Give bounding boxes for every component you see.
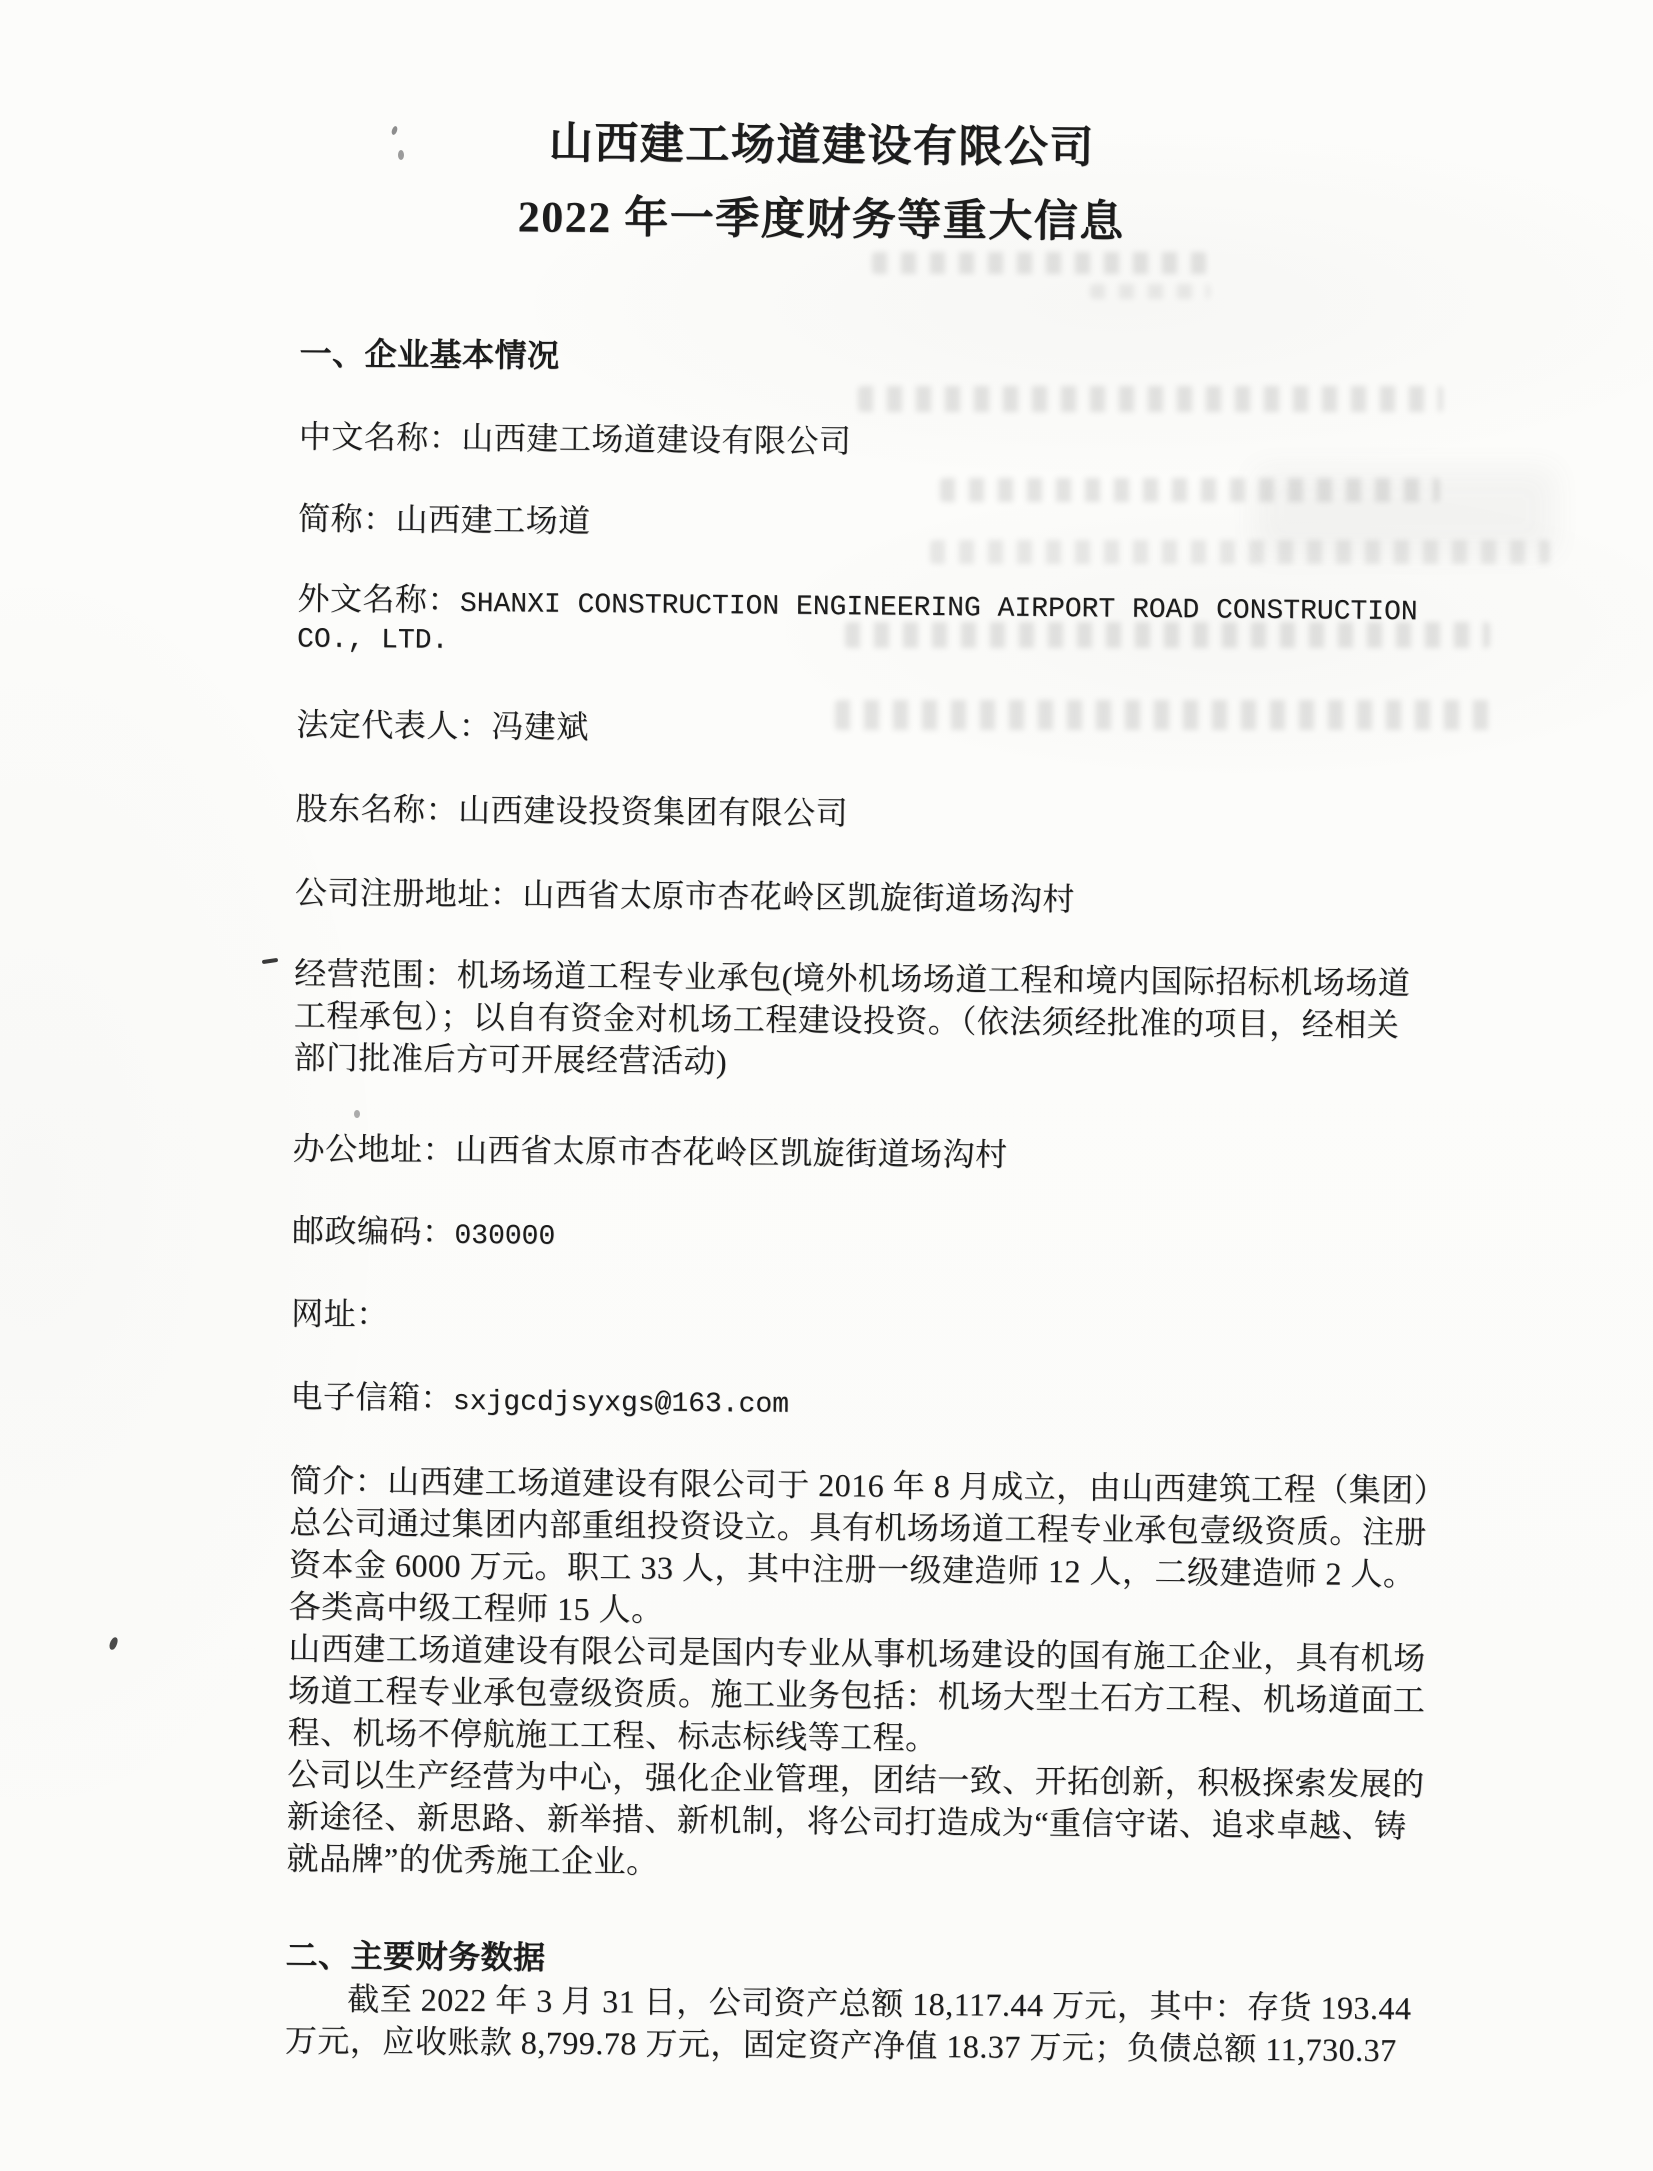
foreign-name-value-line-1: SHANXI CONSTRUCTION ENGINEERING AIRPORT ROAD CONSTRUCTION	[459, 588, 1418, 629]
postal-code-value: 030000	[454, 1220, 556, 1253]
email-value: sxjgcdjsyxgs@163.com	[452, 1386, 790, 1421]
company-intro-line: 各类高中级工程师 15 人。	[288, 1588, 664, 1628]
company-intro-line: 资本金 6000 万元。职工 33 人，其中注册一级建造师 12 人，二级建造师 2 人。	[288, 1546, 1416, 1593]
section-heading-basic-info: 一、企业基本情况	[299, 335, 560, 374]
company-intro-line: 场道工程专业承包壹级资质。施工业务包括：机场大型土石方工程、机场道面工	[287, 1672, 1426, 1719]
document-title-company-name: 山西建工场道建设有限公司	[548, 118, 1096, 173]
email-label: 电子信箱：	[290, 1378, 454, 1416]
field-shareholder-name: 股东名称：山西建设投资集团有限公司	[295, 790, 849, 832]
business-scope-line: 工程承包）；以自有资金对机场工程建设投资。（依法须经批准的项目，经相关	[293, 997, 1400, 1044]
field-email	[290, 1374, 789, 1427]
financial-data-paragraph	[285, 1977, 1412, 2071]
field-registered-address: 公司注册地址：山西省太原市杏花岭区凯旋街道场沟村	[294, 874, 1076, 918]
business-scope-line: 部门批准后方可开展经营活动)	[293, 1039, 728, 1080]
financial-data-line: 截至 2022 年 3 月 31 日，公司资产总额 18,117.44 万元，其中：存货 193.44	[347, 1980, 1412, 2027]
company-intro-line: 山西建工场道建设有限公司是国内专业从事机场建设的国有施工企业，具有机场	[288, 1630, 1426, 1677]
company-intro-line: 就品牌”的优秀施工企业。	[286, 1840, 659, 1880]
field-website: 网址：	[291, 1295, 389, 1333]
financial-data-line: 万元，应收账款 8,799.78 万元，固定资产净值 18.37 万元；负债总额 11,730.37	[284, 2022, 1397, 2069]
company-intro-line: 程、机场不停航施工工程、标志标线等工程。	[287, 1714, 938, 1757]
document-title-report-name: 2022 年一季度财务等重大信息	[517, 192, 1125, 247]
company-intro-paragraph	[286, 1459, 1446, 1889]
company-intro-line: 公司以生产经营为中心，强化企业管理，团结一致、开拓创新，积极探索发展的	[287, 1756, 1425, 1803]
company-intro-line: 新途径、新思路、新举措、新机制，将公司打造成为“重信守诺、追求卓越、铸	[286, 1798, 1407, 1845]
field-foreign-name	[297, 577, 1418, 671]
business-scope-line: 经营范围：机场场道工程专业承包(境外机场场道工程和境内国际招标机场场道	[294, 955, 1411, 1002]
section-heading-financial-data: 二、主要财务数据	[285, 1937, 546, 1976]
foreign-name-label: 外文名称：	[297, 580, 461, 618]
company-intro-line: 总公司通过集团内部重组投资设立。具有机场场道工程专业承包壹级资质。注册	[289, 1504, 1428, 1551]
field-chinese-name: 中文名称：山西建工场道建设有限公司	[298, 418, 852, 460]
foreign-name-value-line-2: CO., LTD.	[296, 624, 449, 657]
field-legal-representative: 法定代表人：冯建斌	[296, 706, 590, 746]
field-office-address: 办公地址：山西省太原市杏花岭区凯旋街道场沟村	[292, 1130, 1008, 1173]
field-postal-code	[292, 1208, 556, 1259]
company-intro-line: 简介：山西建工场道建设有限公司于 2016 年 8 月成立，由山西建筑工程（集团）	[289, 1462, 1447, 1509]
postal-code-label: 邮政编码：	[291, 1212, 455, 1250]
field-short-name: 简称：山西建工场道	[297, 500, 591, 540]
field-business-scope	[293, 952, 1410, 1088]
